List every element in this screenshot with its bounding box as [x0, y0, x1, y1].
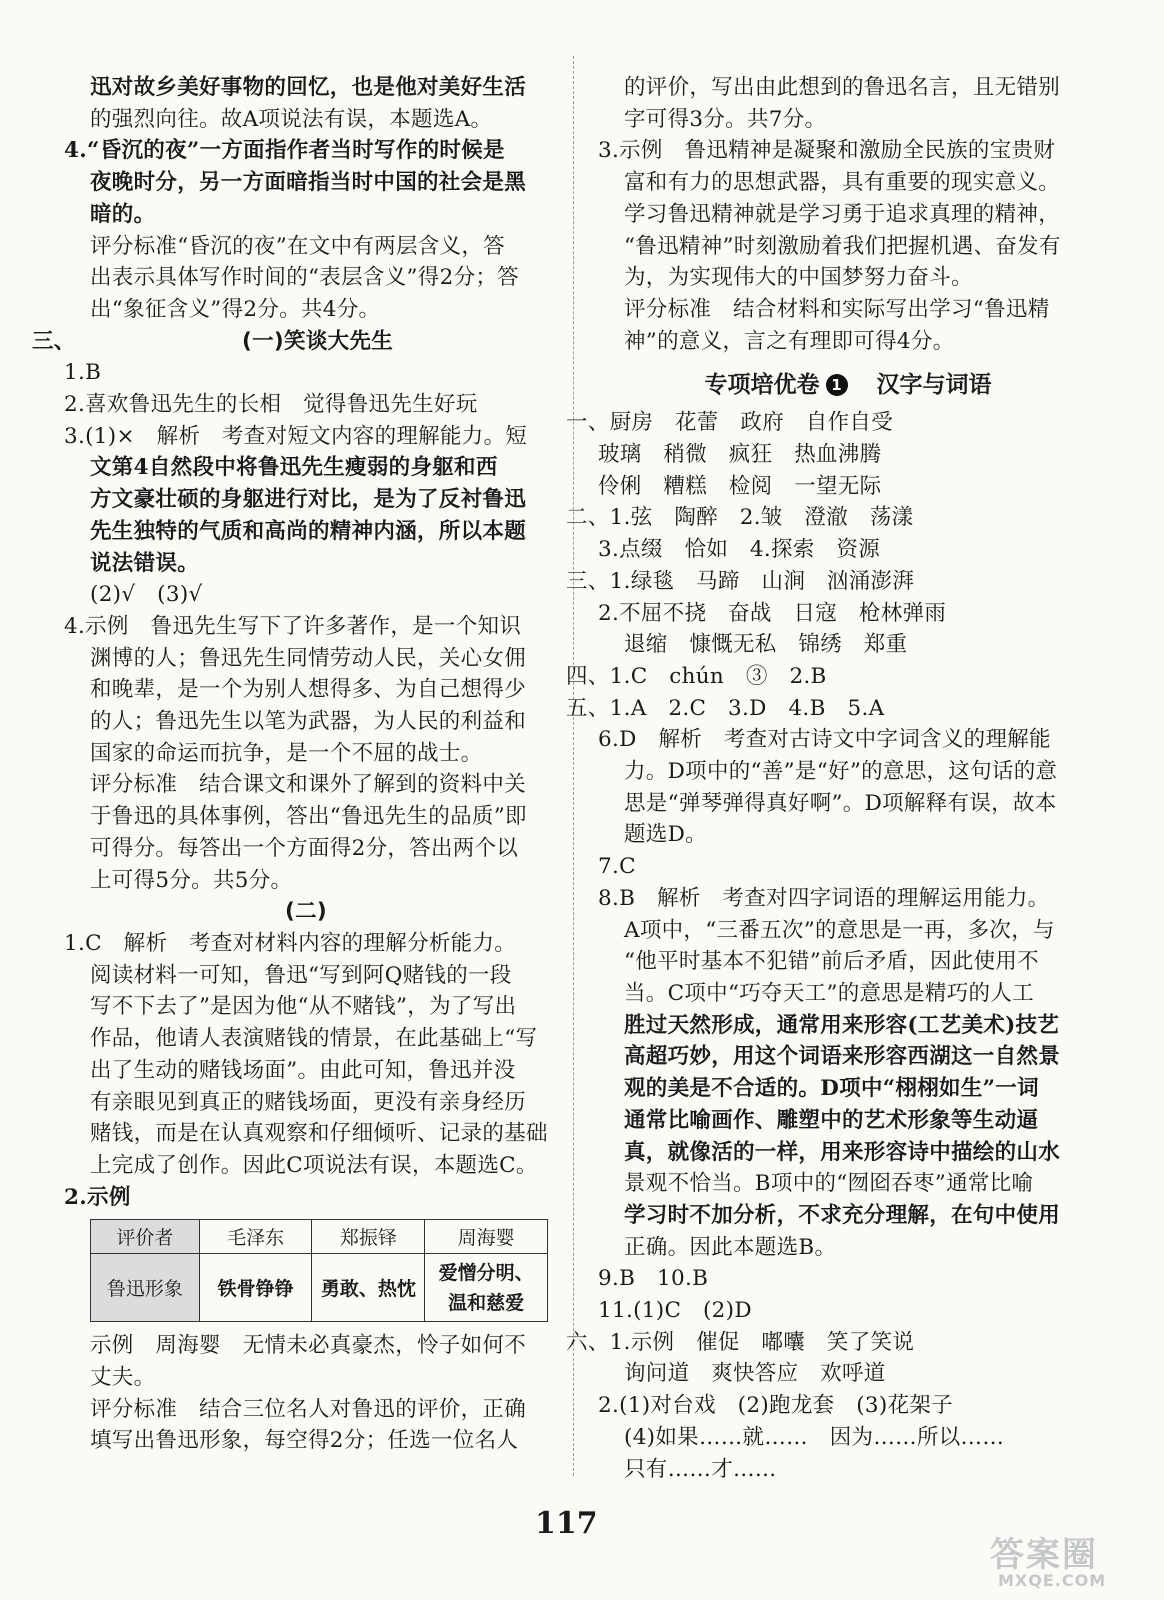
- s4-score-line: 于鲁迅的具体事例，答出“鲁迅先生的品质”即: [90, 804, 527, 830]
- q4-line: 4.“昏沉的夜”一方面指作者当时写作的时候是: [64, 138, 505, 164]
- s3-line: 方文豪壮硕的身躯进行对比，是为了反衬鲁迅: [90, 487, 527, 513]
- w6-line: 6.D 解析 考查对古诗文中字词含义的理解能: [598, 727, 1051, 753]
- q3-score-line: 神”的意义，言之有理即可得4分。: [624, 328, 955, 354]
- number-badge-icon: 1: [826, 374, 848, 396]
- word-line: 三、1.绿毯 马蹄 山涧 汹涌澎湃: [566, 568, 915, 594]
- word-line: 退缩 慷慨无私 锦绣 郑重: [624, 632, 908, 658]
- p1-line: 上完成了创作。因此C项说法有误，本题选C。: [90, 1152, 538, 1178]
- table-header: 周海婴: [425, 1220, 548, 1254]
- w8-line: A项中，“三番五次”的意思是一再，多次，与: [624, 917, 1055, 943]
- w6-line: 思是“弹琴弹得真好啊”。D项解释有误，故本: [624, 790, 1057, 816]
- section-number: 三、: [32, 328, 76, 354]
- word-line: 2.不屈不挠 奋战 日寇 枪林弹雨: [598, 600, 947, 626]
- q3-line: 富和有力的思想武器，具有重要的现实意义。: [624, 170, 1061, 196]
- p2-example-line: 示例 周海婴 无情未必真豪杰，怜子如何不: [90, 1333, 527, 1359]
- table-cell: 勇敢、热忱: [312, 1254, 425, 1322]
- w8-line: 通常比喻画作、雕塑中的艺术形象等生动逼: [624, 1107, 1039, 1133]
- table-header: 毛泽东: [199, 1220, 312, 1254]
- column-divider: [573, 56, 574, 1476]
- q4-line: 夜晚时分，另一方面暗指当时中国的社会是黑: [90, 170, 527, 196]
- q3-line: “鲁迅精神”时刻激励着我们把握机遇、奋发有: [624, 233, 1061, 259]
- w8-line: 8.B 解析 考查对四字词语的理解运用能力。: [598, 885, 1050, 911]
- s4-line: 国家的命运而抗争，是一个不屈的战士。: [90, 740, 483, 766]
- q4-score-line: 评分标准“昏沉的夜”在文中有两层含义，答: [90, 233, 505, 259]
- section-6-line: 询问道 爽快答应 欢呼道: [624, 1361, 886, 1387]
- answer-line: 7.C: [598, 854, 636, 880]
- answer-line: 9.B 10.B: [598, 1266, 709, 1292]
- section-6-line: 六、1.示例 催促 嘟囔 笑了笑说: [566, 1329, 915, 1355]
- p2-example-line: 丈夫。: [90, 1365, 156, 1391]
- answer-line: 11.(1)C (2)D: [598, 1298, 752, 1324]
- w6-line: 题选D。: [624, 822, 707, 848]
- right-column: [566, 72, 1098, 1485]
- p1-line: 写不下去了”是因为他“从不赌钱”，为了写出: [90, 994, 517, 1020]
- table-header: 郑振铎: [312, 1220, 425, 1254]
- intro-line: 的强烈向往。故A项说法有误，本题选A。: [90, 106, 493, 132]
- s4-line: 渊博的人；鲁迅先生同情劳动人民，关心女佣: [90, 645, 527, 671]
- watermark-logo: [990, 1527, 1140, 1597]
- q4-line: 暗的。: [90, 201, 156, 227]
- s3-line: (2)√ (3)√: [90, 582, 203, 608]
- special-test-title: [598, 367, 1098, 403]
- p1-line: 1.C 解析 考查对材料内容的理解分析能力。: [64, 930, 517, 956]
- q3-line: 为，为实现伟大的中国梦努力奋斗。: [624, 265, 973, 291]
- s3-line: 说法错误。: [90, 550, 200, 576]
- table-header: 评价者: [91, 1220, 200, 1254]
- table-cell-line: 温和慈爱: [448, 1291, 525, 1314]
- s4-line: 和晚辈，是一个为别人想得多、为自己想得少: [90, 677, 527, 703]
- w8-line: 学习时不加分析，不求充分理解，在句中使用: [624, 1202, 1061, 1228]
- p2-label: 2.示例: [64, 1184, 131, 1210]
- p1-line: 作品，他请人表演赌钱的情景，在此基础上“写: [90, 1026, 538, 1052]
- q3-score-line: 评分标准 结合材料和实际写出学习“鲁迅精: [624, 296, 1050, 322]
- w8-line: 观的美是不合适的。D项中“栩栩如生”一词: [624, 1076, 1039, 1102]
- s4-line: 的人；鲁迅先生以笔为武器，为人民的利益和: [90, 709, 527, 735]
- section-6-line: 2.(1)对台戏 (2)跑龙套 (3)花架子: [598, 1393, 953, 1419]
- s3-line: 先生独特的气质和高尚的精神内涵，所以本题: [90, 518, 527, 544]
- special-test-title-b: 汉字与词语: [876, 372, 992, 399]
- w8-line: 正确。因此本题选B。: [624, 1234, 837, 1260]
- p1-line: 阅读材料一可知，鲁迅“写到阿Q赌钱的一段: [90, 962, 512, 988]
- w8-line: 真，就像活的一样，用来形容诗中描绘的山水: [624, 1139, 1061, 1165]
- table-cell: 鲁迅形象: [91, 1254, 200, 1322]
- s3-line: 文第4自然段中将鲁迅先生瘦弱的身躯和西: [90, 455, 498, 481]
- word-line: 一、厨房 花蕾 政府 自作自受: [566, 410, 894, 436]
- special-test-title-a: 专项培优卷: [704, 372, 820, 399]
- q3-line: 3.示例 鲁迅精神是凝聚和激励全民族的宝贵财: [598, 138, 1056, 164]
- p1-line: 赌钱，而是在认真观察和仔细倾听、记录的基础: [90, 1121, 548, 1147]
- p1-line: 出了生动的赌钱场面”。由此可知，鲁迅并没: [90, 1057, 516, 1083]
- section-title: (一)笑谈大先生: [242, 328, 394, 354]
- s4-line: 4.示例 鲁迅先生写下了许多著作，是一个知识: [64, 613, 522, 639]
- top-line: 字可得3分。共7分。: [624, 106, 827, 132]
- p2-score-line: 评分标准 结合三位名人对鲁迅的评价，正确: [90, 1396, 527, 1422]
- s4-score-line: 可得分。每答出一个方面得2分，答出两个以: [90, 835, 519, 861]
- part-2-title: (二): [284, 899, 328, 925]
- page-number: 117: [535, 1506, 598, 1541]
- w8-line: 景观不恰当。B项中的“囫囵吞枣”通常比喻: [624, 1171, 1034, 1197]
- q4-score-line: 出表示具体写作时间的“表层含义”得2分；答: [90, 265, 519, 291]
- answer-line: 四、1.C chún ③ 2.B: [566, 663, 827, 689]
- left-column: [32, 72, 548, 1457]
- watermark-text: 答案圈: [990, 1535, 1098, 1575]
- s4-score-line: 上可得5分。共5分。: [90, 867, 293, 893]
- w8-line: “他平时基本不犯错”前后矛盾，因此使用不: [624, 949, 1039, 975]
- section-6-line: 只有……才……: [624, 1456, 777, 1482]
- word-line: 伶俐 糟糕 检阅 一望无际: [598, 473, 882, 499]
- word-line: 3.点缀 恰如 4.探索 资源: [598, 537, 881, 563]
- table-cell: [425, 1254, 548, 1322]
- word-line: 玻璃 稍微 疯狂 热血沸腾: [598, 442, 882, 468]
- top-line: 的评价，写出由此想到的鲁迅名言，且无错别: [624, 75, 1061, 100]
- w8-line: 当。C项中“巧夺天工”的意思是精巧的人工: [624, 980, 1034, 1006]
- table-cell-line: 爱憎分明、: [438, 1261, 534, 1284]
- section-6-line: (4)如果……就…… 因为……所以……: [624, 1424, 1005, 1450]
- w6-line: 力。D项中的“善”是“好”的意思，这句话的意: [624, 759, 1058, 785]
- p2-score-line: 填写出鲁迅形象，每空得2分；任选一位名人: [90, 1428, 519, 1454]
- table-cell: 铁骨铮铮: [199, 1254, 312, 1322]
- intro-line: 迅对故乡美好事物的回忆，也是他对美好生活: [90, 75, 527, 100]
- word-line: 二、1.弦 陶醉 2.皱 澄澈 荡漾: [566, 505, 914, 531]
- s3-line: 3.(1)× 解析 考查对短文内容的理解能力。短: [64, 423, 528, 449]
- answer-line: 1.B: [64, 360, 102, 386]
- answer-line: 2.喜欢鲁迅先生的长相 觉得鲁迅先生好玩: [64, 392, 478, 418]
- answer-line: 五、1.A 2.C 3.D 4.B 5.A: [566, 695, 885, 721]
- w8-line: 胜过天然形成，通常用来形容(工艺美术)技艺: [624, 1012, 1060, 1038]
- p1-line: 有亲眼见到真正的赌钱场面，更没有亲身经历: [90, 1089, 527, 1115]
- w8-line: 高超巧妙，用这个词语来形容西湖这一自然景: [624, 1044, 1061, 1070]
- q3-line: 学习鲁迅精神就是学习勇于追求真理的精神，: [624, 201, 1061, 227]
- section-3-heading: [32, 326, 548, 358]
- watermark-url: MXQE.COM: [998, 1571, 1107, 1590]
- evaluation-table: [90, 1219, 548, 1322]
- q4-score-line: 出“象征含义”得2分。共4分。: [90, 296, 381, 322]
- s4-score-line: 评分标准 结合课文和课外了解到的资料中关: [90, 772, 527, 798]
